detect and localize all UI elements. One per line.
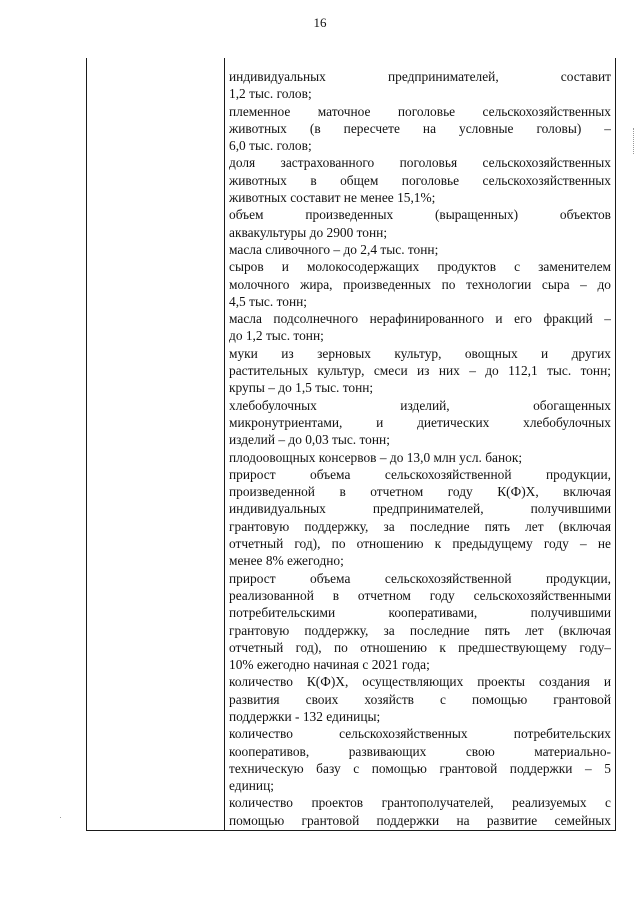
text-line: количество сельскохозяйственных потребительских (229, 726, 611, 742)
text-line: грантовую поддержку, за последние пять лет (включая (229, 518, 611, 534)
text-line: поддержки - 132 единицы; (229, 708, 381, 724)
text-line: 4,5 тыс. тонн; (229, 293, 307, 309)
scan-speck (60, 817, 61, 818)
text-line: до 1,2 тыс. тонн; (229, 328, 324, 344)
text-line: отчетный год), по отношению к предшествующему году– (229, 639, 611, 655)
text-line: прирост объема сельскохозяйственной продукции, (229, 570, 611, 586)
text-line: объем произведенных (выращенных) объектов (229, 207, 611, 223)
table-left-cell (87, 58, 224, 830)
text-line: реализованной в отчетном году сельскохозяйственными (229, 587, 611, 603)
text-line: хлебобулочных изделий, обогащенных (229, 397, 611, 413)
text-line: техническую базу с помощью грантовой поддержки – 5 (229, 760, 611, 776)
text-line: плодоовощных консервов – до 13,0 млн усл. банок; (229, 449, 523, 465)
text-line: масла сливочного – до 2,4 тыс. тонн; (229, 241, 439, 257)
text-line: масла подсолнечного нерафинированного и его фракций – (229, 311, 611, 327)
text-line: 6,0 тыс. голов; (229, 138, 312, 154)
text-line: кооперативов, развивающих свою материально- (229, 743, 611, 759)
text-line: аквакультуры до 2900 тонн; (229, 224, 388, 240)
table-right-cell (229, 68, 611, 829)
text-line: количество проектов грантополучателей, реализуемых с (229, 795, 611, 811)
text-line: животных составит не менее 15,1%; (229, 190, 436, 206)
margin-scan-mark (633, 128, 637, 154)
text-line: крупы – до 1,5 тыс. тонн; (229, 380, 374, 396)
text-line: муки из зерновых культур, овощных и других (229, 345, 611, 361)
text-line: помощью грантовой поддержки на развитие семейных (229, 812, 611, 828)
text-line: отчетный год), по отношению к предыдущему году – не (229, 536, 611, 552)
indicators-table (86, 58, 616, 831)
page-number: 16 (313, 15, 327, 30)
text-line: грантовую поддержку, за последние пять лет (включая (229, 622, 611, 638)
text-line: микронутриентами, и диетических хлебобулочных (229, 414, 611, 430)
text-line: сыров и молокосодержащих продуктов с заменителем (229, 259, 611, 275)
text-line: единиц; (229, 778, 274, 794)
text-line: развития своих хозяйств с помощью грантовой (229, 691, 611, 707)
text-line: 1,2 тыс. голов; (229, 86, 312, 102)
text-line: животных (в пересчете на условные головы) – (229, 120, 611, 136)
text-line: количество К(Ф)Х, осуществляющих проекты создания и (229, 674, 611, 690)
text-line: молочного жира, произведенных по технологии сыра – до (229, 276, 611, 292)
text-line: животных в общем поголовье сельскохозяйственных (229, 172, 611, 188)
text-line: прирост объема сельскохозяйственной продукции, (229, 466, 611, 482)
text-line: потребительскими кооперативами, получившими (229, 605, 611, 621)
table-column-divider (224, 58, 225, 830)
text-line: 10% ежегодно начиная с 2021 года; (229, 657, 430, 673)
text-line: индивидуальных предпринимателей, составит (229, 69, 611, 84)
text-line: доля застрахованного поголовья сельскохозяйственных (229, 155, 611, 171)
text-line: менее 8% ежегодно; (229, 553, 344, 569)
text-line: произведенной в отчетном году К(Ф)Х, включая (229, 484, 611, 500)
text-line: индивидуальных предпринимателей, получившими (229, 501, 611, 517)
text-line: изделий – до 0,03 тыс. тонн; (229, 432, 390, 448)
text-line: племенное маточное поголовье сельскохозяйственных (229, 103, 611, 119)
text-line: растительных культур, смеси из них – до 112,1 тыс. тонн; (229, 363, 611, 379)
